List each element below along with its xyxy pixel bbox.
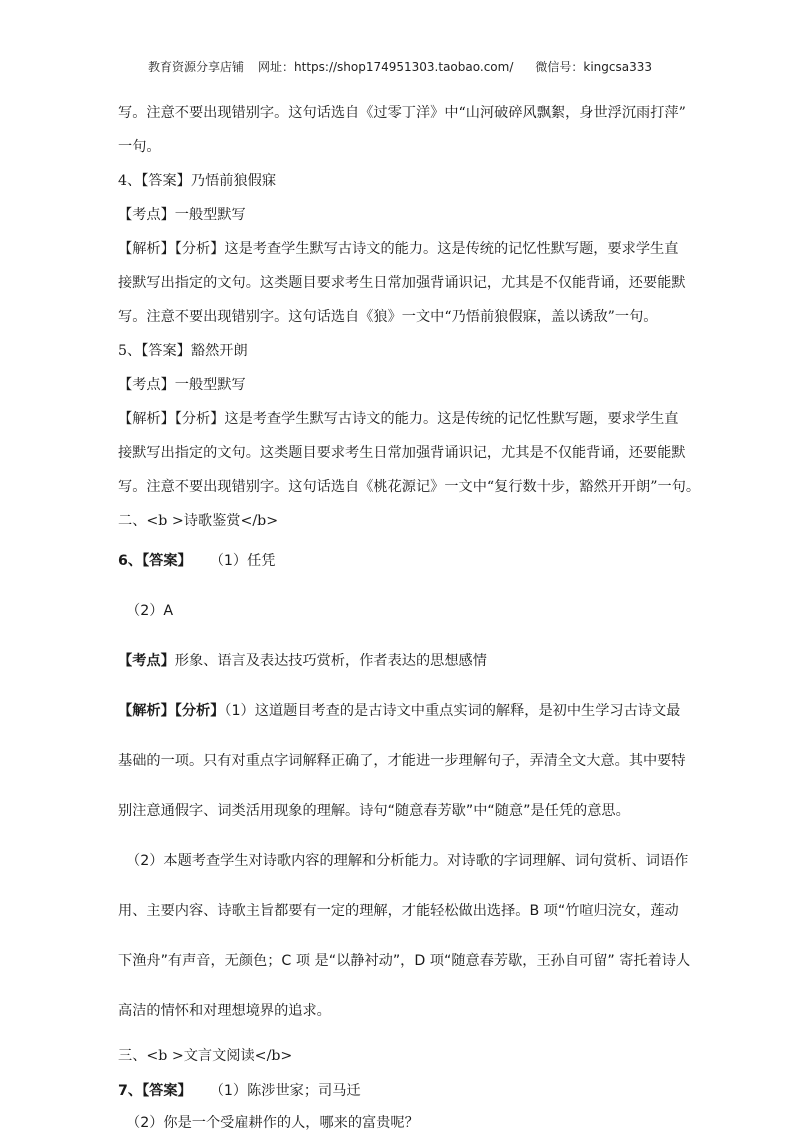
header-url-label: 网址： <box>258 60 295 74</box>
q5-answer: 豁然开朗 <box>190 343 248 359</box>
q6-answer-line <box>118 550 276 570</box>
q6-answer-tag: 6、【答案】 <box>118 553 192 569</box>
q6-answer-2: （2）A <box>126 603 174 619</box>
body-line: 用、主要内容、诗歌主旨都要有一定的理解，才能轻松做出选择。B 项“竹喧归浣女，莲动 <box>118 903 679 919</box>
q6-analysis-text: （1）这道题目考查的是古诗文中重点实词的解释，是初中生学习古诗文最 <box>224 703 681 719</box>
q6-analysis-line <box>118 700 680 720</box>
body-line: 写。注意不要出现错别字。这句话选自《桃花源记》一文中“复行数十步，豁然开开朗”一句。 <box>118 479 701 495</box>
q4-answer-tag: 【答案】 <box>141 173 191 189</box>
section-heading-classical: 三、<b >文言文阅读</b> <box>118 1048 293 1064</box>
body-line: 写。注意不要出现错别字。这句话选自《过零丁洋》中“山河破碎风飘絮，身世浮沉雨打萍” <box>118 105 686 121</box>
q6-answer-1: （1）任凭 <box>209 553 276 569</box>
body-line: 写。注意不要出现错别字。这句话选自《狼》一文中“乃悟前狼假寐，盖以诱敌”一句。 <box>118 309 658 325</box>
q4-answer-line <box>118 170 276 190</box>
q7-answer-tag: 7、【答案】 <box>118 1083 192 1099</box>
q5-number: 5、 <box>118 343 142 359</box>
q7-answer-1: （1）陈涉世家；司马迁 <box>209 1083 361 1099</box>
q7-answer-line <box>118 1080 361 1100</box>
q4-answer: 乃悟前狼假寐 <box>190 173 277 189</box>
section-heading-poetry: 二、<b >诗歌鉴赏</b> <box>118 513 279 529</box>
body-line: 接默写出指定的文句。这类题目要求考生日常加强背诵识记，尤其是不仅能背诵，还要能默 <box>118 275 686 291</box>
q6-knowledge-point <box>118 650 487 670</box>
q7-answer-2: （2）你是一个受雇耕作的人，哪来的富贵呢？ <box>126 1115 419 1131</box>
q5-analysis-tag: 【解析】【分析】 <box>118 411 225 427</box>
q5-answer-tag: 【答案】 <box>141 343 191 359</box>
q4-knowledge-point: 【考点】一般型默写 <box>118 207 246 223</box>
q5-answer-line <box>118 340 248 360</box>
body-line: 一句。 <box>118 139 161 155</box>
q6-analysis-tag: 【解析】【分析】 <box>118 703 225 719</box>
body-line: 基础的一项。只有对重点字词解释正确了，才能进一步理解句子，弄清全文大意。其中要特 <box>118 753 686 769</box>
body-line: 接默写出指定的文句。这类题目要求考生日常加强背诵识记，尤其是不仅能背诵，还要能默 <box>118 445 686 461</box>
header-shop-name: 教育资源分享店铺 <box>147 60 244 74</box>
header-wechat-label: 微信号： <box>535 60 584 74</box>
q6-knowledge-text: 形象、语言及表达技巧赏析，作者表达的思想感情 <box>174 653 487 669</box>
header-url: https://shop174951303.taobao.com/ <box>294 60 514 74</box>
q6-knowledge-tag: 【考点】 <box>118 653 175 669</box>
q4-analysis-text: 这是考查学生默写古诗文的能力。这是传统的记忆性默写题，要求学生直 <box>224 241 679 257</box>
body-line: （2）本题考查学生对诗歌内容的理解和分析能力。对诗歌的字词理解、词句赏析、词语作 <box>126 853 689 869</box>
body-line: 高洁的情怀和对理想境界的追求。 <box>118 1003 331 1019</box>
page-header <box>0 58 800 75</box>
q5-analysis-line <box>118 408 678 428</box>
q4-analysis-tag: 【解析】【分析】 <box>118 241 225 257</box>
body-line: 下渔舟”有声音，无颜色；C 项 是“以静衬动”，D 项“随意春芳歇，王孙自可留” 寄托着诗人 <box>118 953 691 969</box>
header-wechat-id: kingcsa333 <box>583 60 653 74</box>
body-line: 别注意通假字、词类活用现象的理解。诗句“随意春芳歇”中“随意”是任凭的意思。 <box>118 803 630 819</box>
q4-number: 4、 <box>118 173 142 189</box>
q4-analysis-line <box>118 238 678 258</box>
q5-knowledge-point: 【考点】一般型默写 <box>118 377 246 393</box>
q5-analysis-text: 这是考查学生默写古诗文的能力。这是传统的记忆性默写题，要求学生直 <box>224 411 679 427</box>
